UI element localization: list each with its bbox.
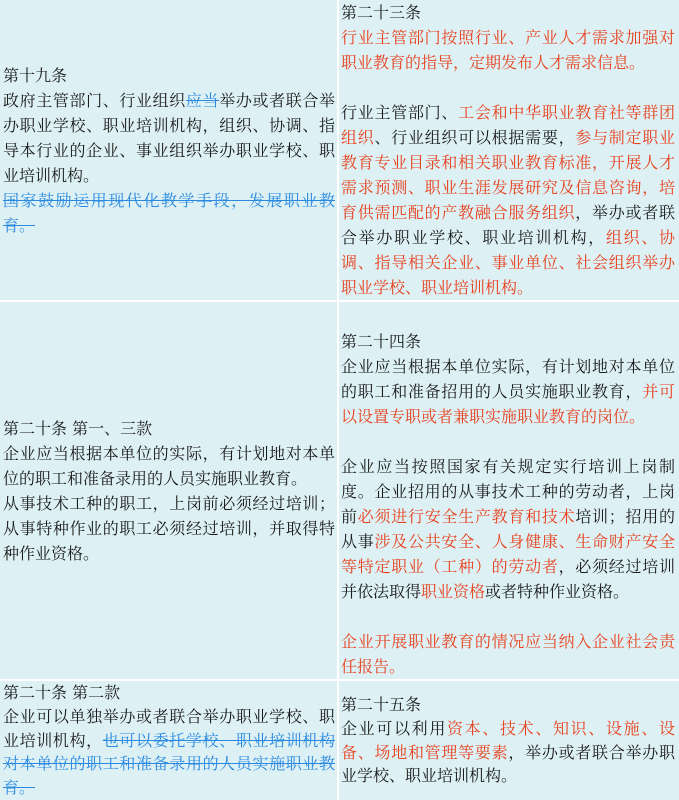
article-paragraph: [341, 717, 675, 788]
old-article-cell: [0, 302, 339, 679]
article-paragraph: [341, 100, 675, 300]
text-segment: 企业可以单独举办或者联合举办职业学校、职业培训机构，: [3, 706, 335, 750]
text-segment: 培训；招用的从事: [341, 507, 675, 551]
old-article-cell: [0, 0, 339, 300]
article-paragraph: [341, 25, 675, 75]
article-paragraph: [3, 188, 335, 238]
text-segment: ，举办或者联合举办职业学校、职业培训机构。: [341, 742, 675, 786]
article-paragraph: [341, 454, 675, 604]
table-row: [0, 681, 679, 800]
article-paragraph: [341, 354, 675, 429]
added-text: 行业主管部门按照行业、产业人才需求加强对职业教育的指导，定期发布人才需求信息。: [341, 28, 675, 72]
deleted-text: 国家鼓励运用现代化教学手段，发展职业教育。: [3, 190, 335, 235]
added-text: 企业开展职业教育的情况应当纳入企业社会责任报告。: [341, 632, 675, 676]
table-row: [0, 302, 679, 681]
old-article-cell: [0, 681, 339, 800]
new-article-cell: [339, 302, 679, 679]
added-text: 参与制定职业教育专业目录和相关职业教育标准，开展人才需求预测、职业生涯发展研究及信息咨询，培育供需匹配的产教融合服务组织: [341, 128, 675, 222]
article-number: 第二十条 第二款: [3, 683, 121, 702]
article-paragraph: [341, 629, 675, 679]
added-text: 工会和中华职业教育社等群团组织: [341, 103, 675, 147]
added-text: 职业资格: [421, 582, 486, 601]
new-article-cell: [339, 0, 679, 300]
article-paragraph: [3, 705, 335, 800]
article-paragraph: [3, 441, 335, 491]
text-segment: 企业可以利用: [341, 718, 447, 738]
text-segment: 、行业组织可以根据需要，: [374, 128, 576, 147]
text-segment: ，举办或者联合举办职业学校、职业培训机构，: [341, 203, 675, 247]
added-text: 资本、技术、知识、设施、设备、场地和管理等要素: [341, 718, 675, 762]
article-paragraph: [3, 491, 335, 566]
added-text: 涉及公共安全、人身健康、生命财产安全等特定职业（工种）的劳动者: [341, 532, 675, 576]
article-number: 第二十四条: [341, 332, 422, 351]
new-article-cell: [339, 681, 679, 800]
article-number: 第二十条 第一、三款: [3, 418, 153, 438]
text-segment: 企业应当按照国家有关规定实行培训上岗制度。企业招用的从事技术工种的劳动者，上岗前: [341, 457, 675, 526]
added-text: 并可以设置专职或者兼职实施职业教育的岗位。: [341, 382, 675, 426]
article-number: 第十九条: [3, 65, 68, 85]
text-segment: 从事技术工种的职工，上岗前必须经过培训；从事特种作业的职工必须经过培训，并取得特种作业资格。: [3, 493, 335, 563]
deleted-text: 也可以委托学校、职业培训机构对本单位的职工和准备录用的人员实施职业教育。: [3, 730, 335, 798]
article-number: 第二十五条: [341, 694, 422, 714]
text-segment: 企业应当根据本单位实际，有计划地对本单位的职工和准备招用的人员实施职业教育，: [341, 357, 675, 401]
table-row: [0, 0, 679, 302]
text-segment: 企业应当根据本单位的实际，有计划地对本单位的职工和准备录用的人员实施职业教育。: [3, 443, 335, 488]
text-segment: 或者特种作业资格。: [485, 582, 630, 601]
text-segment: 政府主管部门、行业组织: [3, 90, 186, 110]
text-segment: 举办或者联合举办职业学校、职业培训机构，组织、协调、指导本行业的企业、事业组织举办职业学校、职业培训机构。: [3, 90, 335, 185]
article-paragraph: [3, 88, 335, 188]
article-number: 第二十三条: [341, 3, 422, 22]
text-segment: 行业主管部门、: [341, 103, 459, 122]
text-segment: ，必须经过培训并依法取得: [341, 557, 675, 601]
added-text: 必须进行安全生产教育和技术: [357, 507, 576, 526]
deleted-text: 应当: [185, 90, 220, 110]
added-text: 组织、协调、指导相关企业、事业单位、社会组织举办职业学校、职业培训机构。: [341, 228, 675, 297]
